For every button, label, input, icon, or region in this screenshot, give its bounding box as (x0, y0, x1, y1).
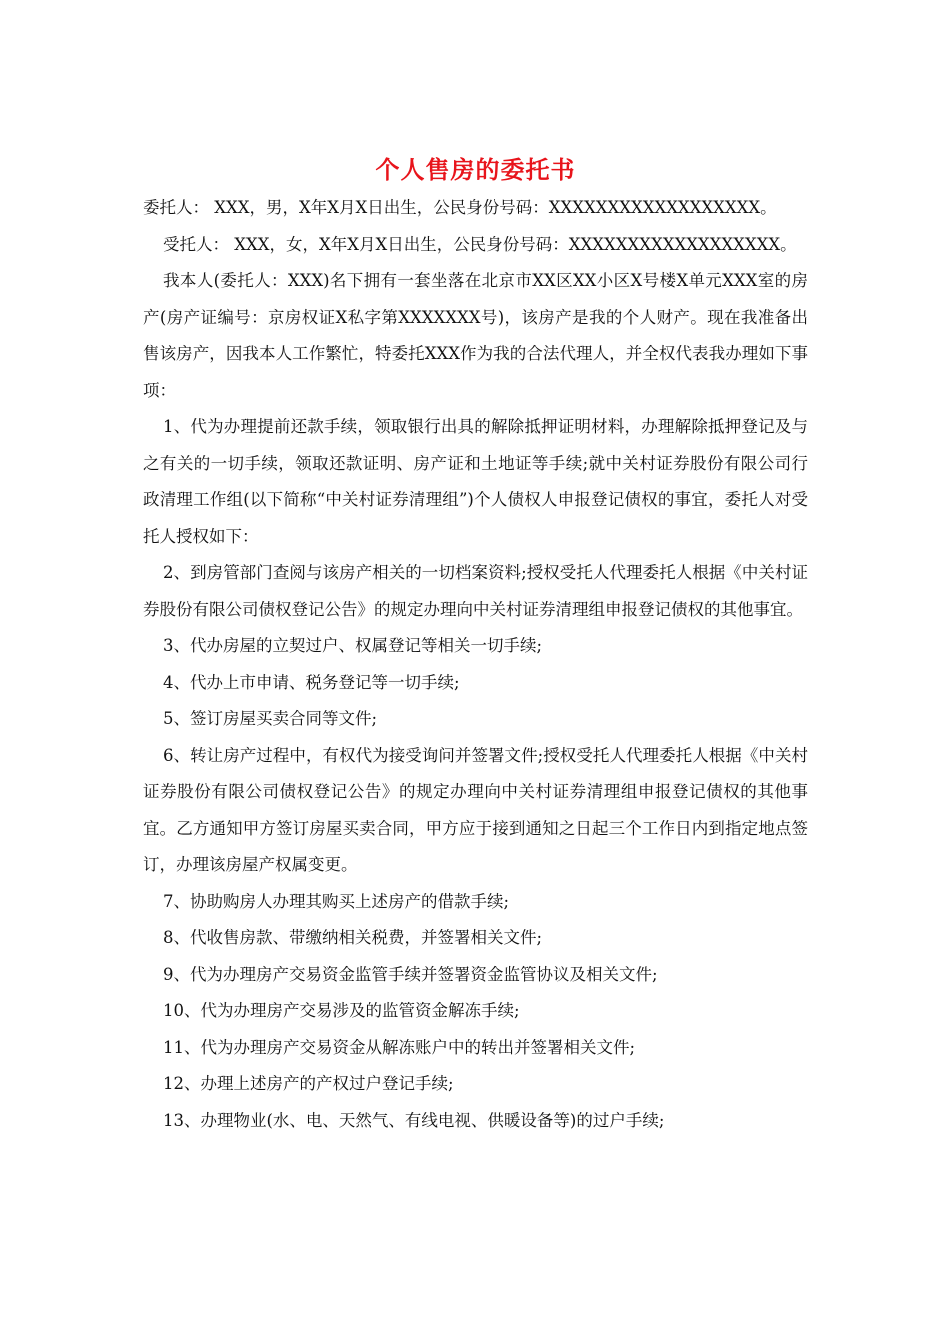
principal-line: 委托人： XXX，男，X年X月X日出生，公民身份号码：XXXXXXXXXXXXXXXXXX。 (143, 198, 777, 217)
agent-line: 受托人： XXX，女，X年X月X日出生，公民身份号码：XXXXXXXXXXXXXXXXXX。 (163, 234, 797, 254)
list-item: 11、代为办理房产交易资金从解冻账户中的转出并签署相关文件; (163, 1037, 636, 1057)
list-item: 3、代办房屋的立契过户、权属登记等相关一切手续; (163, 636, 543, 655)
list-item: 9、代为办理房产交易资金监管手续并签署资金监管协议及相关文件; (163, 964, 658, 984)
intro-paragraph: 我本人(委托人：XXX)名下拥有一套坐落在北京市XX区XX小区X号楼X单元XXX室的房产(房产证编号：京房权证X私字第XXXXXXX号)，该房产是我的个人财产。现在我准备出售该房产，因我本人工作繁忙，特委托XXX作为我的合法代理人，并全权代表我办理如下事项： (143, 271, 808, 400)
list-item: 10、代为办理房产交易涉及的监管资金解冻手续; (163, 1001, 520, 1020)
document-title: 个人售房的委托书 (375, 155, 576, 184)
list-item: 1、代为办理提前还款手续，领取银行出具的解除抵押证明材料，办理解除抵押登记及与之有关的一切手续，领取还款证明、房产证和土地证等手续;就中关村证券股份有限公司行政清理工作组(以下简称“中关村证券清理组”)个人债权人申报登记债权的事宜，委托人对受托人授权如下： (143, 417, 808, 546)
list-item: 12、办理上述房产的产权过户登记手续; (163, 1074, 454, 1093)
list-item: 13、办理物业(水、电、天然气、有线电视、供暖设备等)的过户手续; (163, 1110, 665, 1130)
list-item: 6、转让房产过程中，有权代为接受询问并签署文件;授权受托人代理委托人根据《中关村证券股份有限公司债权登记公告》的规定办理向中关村证券清理组申报登记债权的其他事宜。乙方通知甲方签订房屋买卖合同，甲方应于接到通知之日起三个工作日内到指定地点签订，办理该房屋产权属变更。 (143, 745, 808, 874)
document-body (143, 150, 808, 1139)
list-item: 8、代收售房款、带缴纳相关税费，并签署相关文件; (163, 928, 543, 947)
list-item: 5、签订房屋买卖合同等文件; (163, 709, 378, 728)
list-item: 2、到房管部门查阅与该房产相关的一切档案资料;授权受托人代理委托人根据《中关村证券股份有限公司债权登记公告》的规定办理向中关村证券清理组申报登记债权的其他事宜。 (143, 563, 808, 619)
list-item: 7、协助购房人办理其购买上述房产的借款手续; (163, 891, 510, 911)
list-item: 4、代办上市申请、税务登记等一切手续; (163, 672, 460, 692)
